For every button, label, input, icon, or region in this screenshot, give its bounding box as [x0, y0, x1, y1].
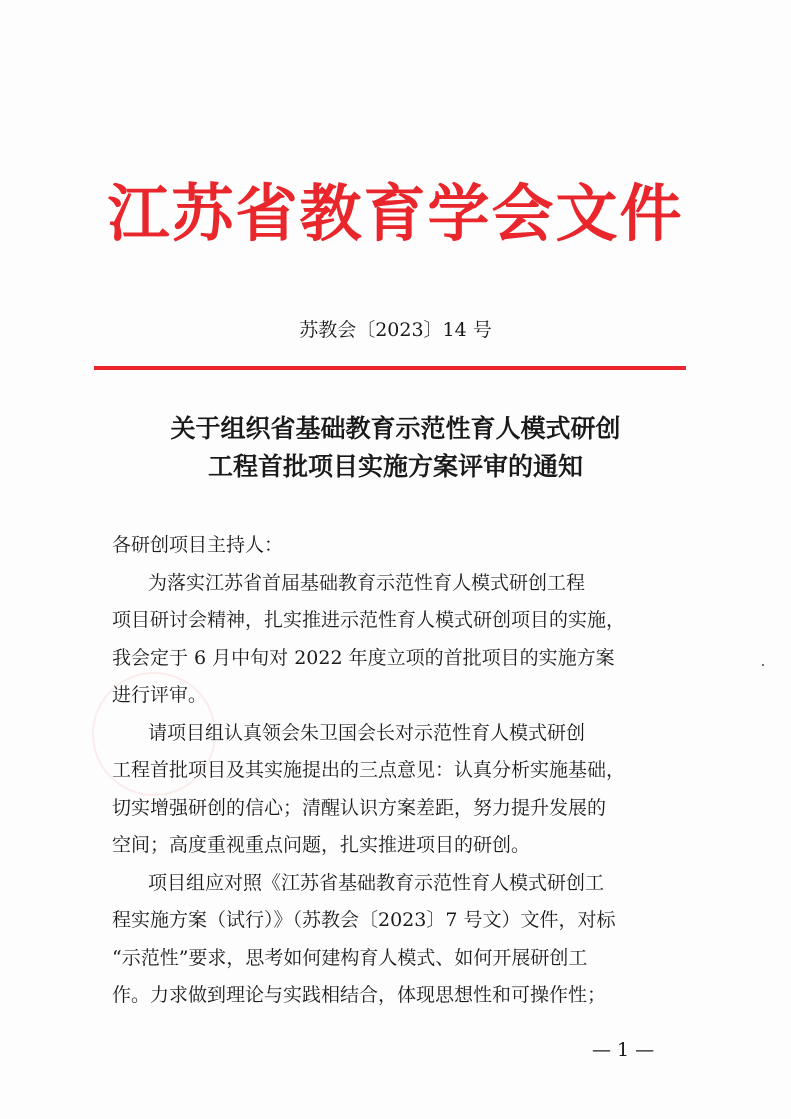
paragraph-line: 我会定于 6 月中旬对 2022 年度立项的首批项目的实施方案	[112, 646, 615, 669]
paragraph-line: 项目组应对照《江苏省基础教育示范性育人模式研创工	[148, 871, 605, 894]
notice-title-line-2: 工程首批项目实施方案评审的通知	[207, 452, 583, 481]
paragraph-line: 程实施方案（试行）》（苏教会〔2023〕7 号文）文件，对标	[112, 909, 616, 931]
scan-speck	[762, 664, 764, 666]
notice-title-line-1: 关于组织省基础教育示范性育人模式研创	[170, 414, 621, 443]
paragraph-3	[112, 865, 696, 1015]
paragraph-line: 作。力求做到理论与实践相结合，体现思想性和可操作性；	[112, 984, 607, 1006]
red-divider-rule	[94, 366, 686, 370]
paragraph-line: 请项目组认真领会朱卫国会长对示范性育人模式研创	[148, 721, 586, 744]
page-number: — 1 —	[592, 1039, 655, 1061]
paragraph-line: 进行评审。	[112, 684, 208, 706]
paragraph-1	[112, 565, 696, 715]
notice-body	[112, 527, 696, 1015]
paragraph-line: 切实增强研创的信心；清醒认识方案差距，努力提升发展的	[112, 796, 607, 819]
paragraph-2	[112, 715, 696, 865]
salutation: 各研创项目主持人：	[112, 534, 284, 556]
document-masthead: 江苏省教育学会文件	[107, 177, 684, 250]
paragraph-line: 项目研讨会精神，扎实推进示范性育人模式研创项目的实施，	[112, 609, 626, 631]
paragraph-line: 空间；高度重视重点问题，扎实推进项目的研创。	[112, 834, 531, 856]
paragraph-line: 工程首批项目及其实施提出的三点意见：认真分析实施基础，	[112, 759, 626, 781]
paragraph-line: “示范性”要求，思考如何建构育人模式、如何开展研创工	[112, 946, 588, 969]
paragraph-line: 为落实江苏省首届基础教育示范性育人模式研创工程	[148, 571, 586, 594]
notice-title	[100, 410, 691, 486]
document-number: 苏教会〔2023〕14 号	[299, 319, 492, 341]
